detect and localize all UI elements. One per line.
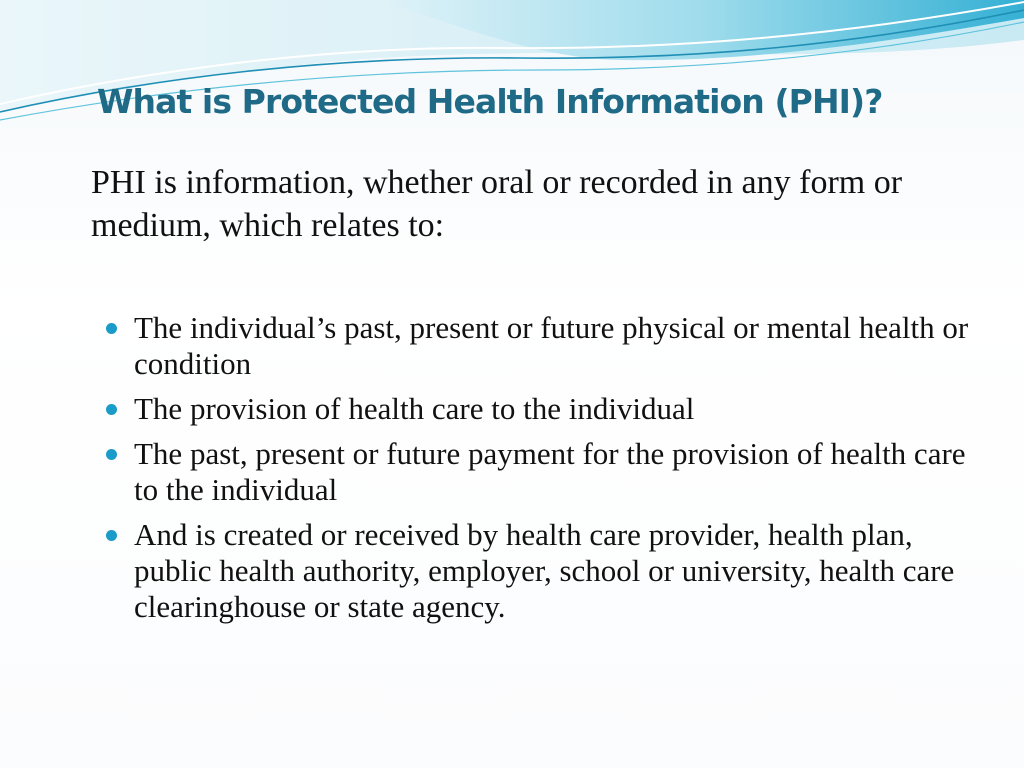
bullet-dot-icon [106,323,117,334]
list-item [105,310,985,382]
bullet-text: The past, present or future payment for the provision of health care to the individual [134,436,966,507]
bullet-text: And is created or received by health care provider, health plan, public health authority, employer, school or university, health care clearinghouse or state agency. [134,517,955,624]
bullet-text: The individual’s past, present or future physical or mental health or condition [134,310,969,381]
slide-title: What is Protected Health Information (PHI)? [97,82,883,121]
bullet-dot-icon [106,449,117,460]
intro-text: PHI is information, whether oral or recorded in any form or medium, which relates to: [91,164,903,244]
bullet-text: The provision of health care to the individual [134,391,695,426]
bullet-list [105,310,985,634]
bullet-dot-icon [106,530,117,541]
list-item [105,436,985,508]
bullet-dot-icon [106,404,117,415]
list-item [105,517,985,625]
list-item [105,391,985,427]
